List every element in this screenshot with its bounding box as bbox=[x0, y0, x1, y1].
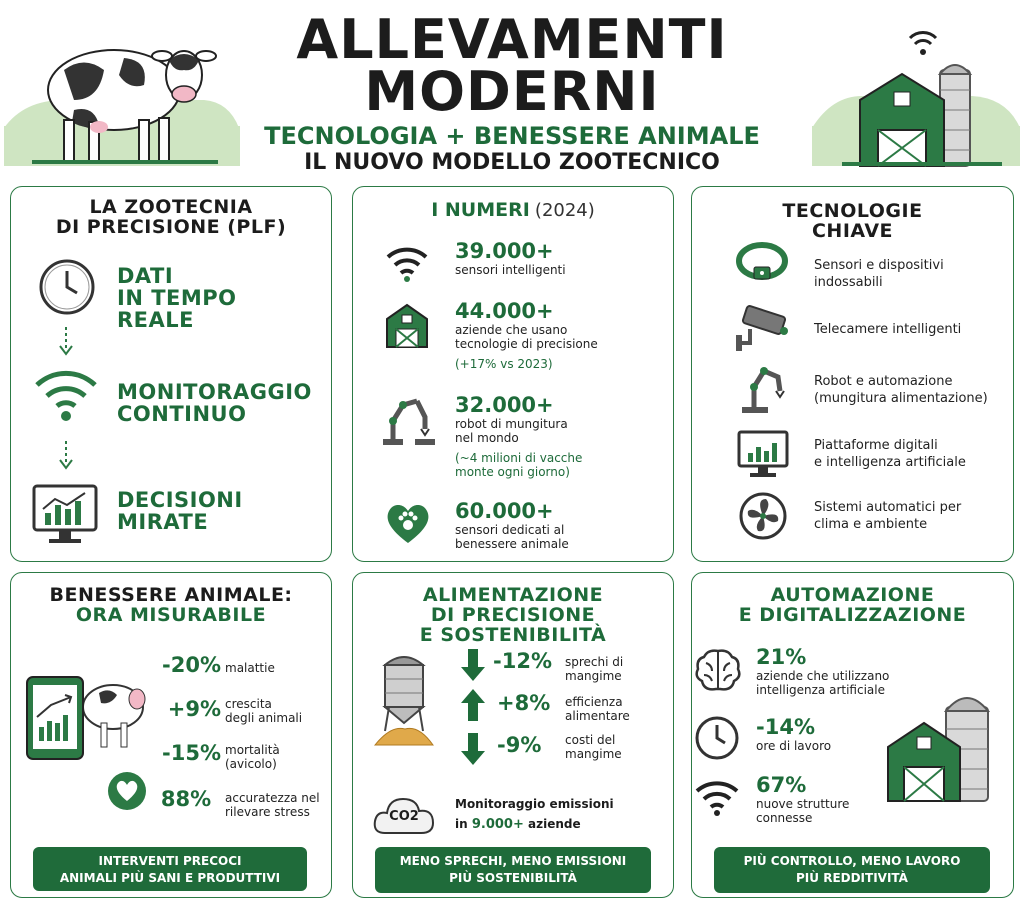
number-desc-2: nel mondo bbox=[455, 431, 519, 445]
feeding-banner bbox=[375, 847, 651, 893]
heart-paw-icon bbox=[385, 501, 431, 545]
tech-item-5-line2: clima e ambiente bbox=[814, 517, 928, 532]
wifi-icon-3 bbox=[694, 777, 740, 817]
numbers-panel bbox=[352, 186, 674, 562]
welfare-label-line1: crescita bbox=[225, 697, 272, 711]
automation-title: AUTOMAZIONE bbox=[770, 584, 935, 606]
automation-value: -14% bbox=[756, 715, 815, 739]
number-item-3 bbox=[455, 393, 582, 479]
arrow-down-icon bbox=[59, 327, 73, 357]
welfare-panel bbox=[10, 572, 332, 898]
number-note-2: monte ogni giorno) bbox=[455, 465, 570, 479]
feeding-label-line2: alimentare bbox=[565, 709, 630, 723]
tech-title-2: CHIAVE bbox=[811, 220, 893, 242]
welfare-item-3-value bbox=[151, 741, 221, 765]
feeding-item-3-value: -9% bbox=[497, 733, 542, 757]
tech-item-2 bbox=[814, 321, 961, 338]
feeding-label-line1: costi del bbox=[565, 733, 616, 747]
welfare-value: -20% bbox=[162, 653, 221, 677]
brain-icon bbox=[694, 647, 742, 693]
feeding-panel bbox=[352, 572, 674, 898]
feeding-banner-line2: PIÙ SOSTENIBILITÀ bbox=[449, 871, 577, 885]
feeding-title-2: DI PRECISIONE bbox=[430, 604, 596, 626]
welfare-item-2-value bbox=[151, 697, 221, 721]
emissions-line1: Monitoraggio emissioni bbox=[455, 797, 614, 811]
number-desc: aziende che usano bbox=[455, 323, 568, 337]
feeding-title-3: E SOSTENIBILITÀ bbox=[419, 624, 607, 646]
plf-item-1-line1: DATI bbox=[117, 264, 174, 288]
barn-icon bbox=[385, 301, 429, 349]
page-title-line2: MODERNI bbox=[364, 60, 660, 123]
welfare-title-2: ORA MISURABILE bbox=[75, 604, 267, 626]
camera-icon bbox=[736, 305, 790, 355]
plf-panel bbox=[10, 186, 332, 562]
tech-item-3-line1: Robot e automazione bbox=[814, 374, 953, 389]
tech-item-3 bbox=[814, 373, 988, 407]
plf-item-1-line2: IN TEMPO bbox=[117, 286, 237, 310]
welfare-value: -15% bbox=[162, 741, 221, 765]
feeding-item-2-label bbox=[565, 695, 630, 723]
feeding-label-line1: sprechi di bbox=[565, 655, 624, 669]
page-title-line1: ALLEVAMENTI bbox=[296, 8, 728, 71]
tech-item-4-line1: Piattaforme digitali bbox=[814, 438, 938, 453]
automation-title-2: E DIGITALIZZAZIONE bbox=[738, 604, 967, 626]
feeding-title: ALIMENTAZIONE bbox=[422, 584, 604, 606]
arrow-down-icon-4 bbox=[461, 733, 485, 765]
monitor-chart-icon bbox=[31, 483, 99, 549]
automation-panel bbox=[691, 572, 1014, 898]
feeding-label-line2: mangime bbox=[565, 669, 622, 683]
welfare-banner-line2: ANIMALI PIÙ SANI E PRODUTTIVI bbox=[59, 871, 281, 885]
tech-item-1-line2: indossabili bbox=[814, 275, 883, 290]
feeding-item-3-label bbox=[565, 733, 622, 761]
tech-item-5-line1: Sistemi automatici per bbox=[814, 500, 962, 515]
plf-item-1-line3: REALE bbox=[117, 308, 194, 332]
wifi-icon bbox=[33, 365, 99, 423]
tech-item-4 bbox=[814, 437, 966, 471]
cow-illustration bbox=[4, 30, 240, 170]
page-subtitle: TECNOLOGIA + BENESSERE ANIMALE bbox=[264, 122, 760, 150]
automation-value: 67% bbox=[756, 773, 807, 797]
automation-item-2 bbox=[756, 715, 831, 753]
welfare-item-2-label bbox=[225, 697, 302, 725]
number-desc-2: tecnologie di precisione bbox=[455, 337, 598, 351]
automation-value: 21% bbox=[756, 645, 807, 669]
collar-sensor-icon bbox=[736, 241, 788, 281]
welfare-label-line1: accuratezza nel bbox=[225, 791, 320, 805]
tablet-cow-icon bbox=[21, 673, 147, 763]
automation-banner-line2: PIÙ REDDITIVITÀ bbox=[796, 871, 908, 885]
number-note: (+17% vs 2023) bbox=[455, 357, 553, 371]
co2-label: CO2 bbox=[389, 809, 419, 824]
page-subtitle-2: IL NUOVO MODELLO ZOOTECNICO bbox=[304, 150, 720, 175]
welfare-label-line1: mortalità bbox=[225, 743, 280, 757]
feeding-label-line2: mangime bbox=[565, 747, 622, 761]
number-value: 44.000+ bbox=[455, 299, 554, 323]
automation-item-3 bbox=[756, 773, 849, 825]
emissions-count: 9.000+ bbox=[471, 817, 524, 832]
numbers-title bbox=[353, 199, 673, 221]
welfare-label-line2: (avicolo) bbox=[225, 757, 277, 771]
automation-label-line1: nuove strutture bbox=[756, 797, 850, 811]
number-desc: sensori dedicati al bbox=[455, 523, 565, 537]
welfare-title: BENESSERE ANIMALE: bbox=[49, 584, 293, 606]
plf-item-1 bbox=[117, 265, 237, 331]
monitor-chart-icon-2 bbox=[736, 429, 790, 479]
number-value: 39.000+ bbox=[455, 239, 554, 263]
plf-item-3-line2: MIRATE bbox=[117, 510, 209, 534]
welfare-item-4-value bbox=[151, 787, 221, 811]
welfare-label-line2: rilevare stress bbox=[225, 805, 310, 819]
feeding-banner-line1: MENO SPRECHI, MENO EMISSIONI bbox=[399, 854, 627, 868]
welfare-item-1-value bbox=[151, 653, 221, 677]
heart-icon bbox=[107, 771, 147, 811]
plf-item-3 bbox=[117, 489, 243, 533]
plf-item-3-line1: DECISIONI bbox=[117, 488, 243, 512]
plf-item-2 bbox=[117, 381, 312, 425]
automation-label-line2: connesse bbox=[756, 811, 813, 825]
welfare-item-4-label bbox=[225, 791, 320, 819]
welfare-label-line2: degli animali bbox=[225, 711, 303, 725]
emissions-tail: aziende bbox=[528, 817, 581, 831]
plf-title: LA ZOOTECNIA bbox=[89, 196, 253, 218]
tech-item-4-line2: e intelligenza artificiale bbox=[814, 455, 966, 470]
tech-item-1 bbox=[814, 257, 944, 291]
welfare-banner bbox=[33, 847, 307, 891]
tech-item-2-line1: Telecamere intelligenti bbox=[814, 322, 962, 337]
robot-arm-icon bbox=[381, 391, 437, 447]
number-desc: robot di mungitura bbox=[455, 417, 568, 431]
welfare-banner-line1: INTERVENTI PRECOCI bbox=[98, 854, 242, 868]
automation-banner-line1: PIÙ CONTROLLO, MENO LAVORO bbox=[743, 854, 961, 868]
number-desc-2: benessere animale bbox=[455, 537, 569, 551]
arrow-up-icon bbox=[461, 689, 485, 721]
emissions-text bbox=[455, 797, 614, 832]
automation-label-line1: ore di lavoro bbox=[756, 739, 832, 753]
welfare-item-3-label bbox=[225, 743, 280, 771]
automation-item-1 bbox=[756, 645, 889, 697]
tech-item-3-line2: (mungitura alimentazione) bbox=[814, 391, 988, 406]
clock-icon-2 bbox=[694, 715, 740, 761]
automation-label-line2: intelligenza artificiale bbox=[756, 683, 885, 697]
numbers-title-text: I NUMERI bbox=[431, 199, 530, 221]
tech-panel bbox=[691, 186, 1014, 562]
number-value: 32.000+ bbox=[455, 393, 554, 417]
barn-illustration bbox=[812, 30, 1020, 170]
emissions-line2 bbox=[455, 817, 614, 832]
plf-item-2-line1: MONITORAGGIO bbox=[117, 380, 312, 404]
feeding-item-1-label bbox=[565, 655, 623, 683]
clock-icon bbox=[37, 257, 97, 317]
arrow-down-icon-2 bbox=[59, 441, 73, 471]
numbers-year: (2024) bbox=[534, 200, 595, 221]
fan-icon bbox=[738, 491, 788, 541]
number-item-4 bbox=[455, 499, 569, 551]
feeding-label-line1: efficienza bbox=[565, 695, 623, 709]
feeding-item-2-value: +8% bbox=[497, 691, 551, 715]
tech-title: TECNOLOGIE bbox=[782, 200, 923, 222]
co2-cloud-icon bbox=[371, 791, 437, 839]
number-desc: sensori intelligenti bbox=[455, 263, 566, 277]
robot-arm-icon-2 bbox=[738, 363, 788, 415]
plf-title-2: DI PRECISIONE (PLF) bbox=[55, 216, 287, 238]
arrow-down-icon-3 bbox=[461, 649, 485, 681]
welfare-value: +9% bbox=[167, 697, 221, 721]
feeding-item-1-value: -12% bbox=[493, 649, 552, 673]
automation-label-line1: aziende che utilizzano bbox=[756, 669, 890, 683]
silo-icon bbox=[371, 649, 437, 749]
welfare-value: 88% bbox=[160, 787, 212, 811]
number-item-2 bbox=[455, 299, 598, 371]
welfare-item-1-label: malattie bbox=[225, 661, 275, 675]
plf-item-2-line2: CONTINUO bbox=[117, 402, 247, 426]
automation-banner bbox=[714, 847, 990, 893]
tech-item-5 bbox=[814, 499, 961, 533]
number-value: 60.000+ bbox=[455, 499, 554, 523]
number-note: (~4 milioni di vacche bbox=[455, 451, 583, 465]
tech-item-1-line1: Sensori e dispositivi bbox=[814, 258, 944, 273]
barn-silo-illustration bbox=[884, 683, 1004, 803]
number-item-1 bbox=[455, 239, 566, 277]
emissions-in: in bbox=[455, 817, 468, 831]
wifi-icon-small bbox=[385, 243, 429, 283]
